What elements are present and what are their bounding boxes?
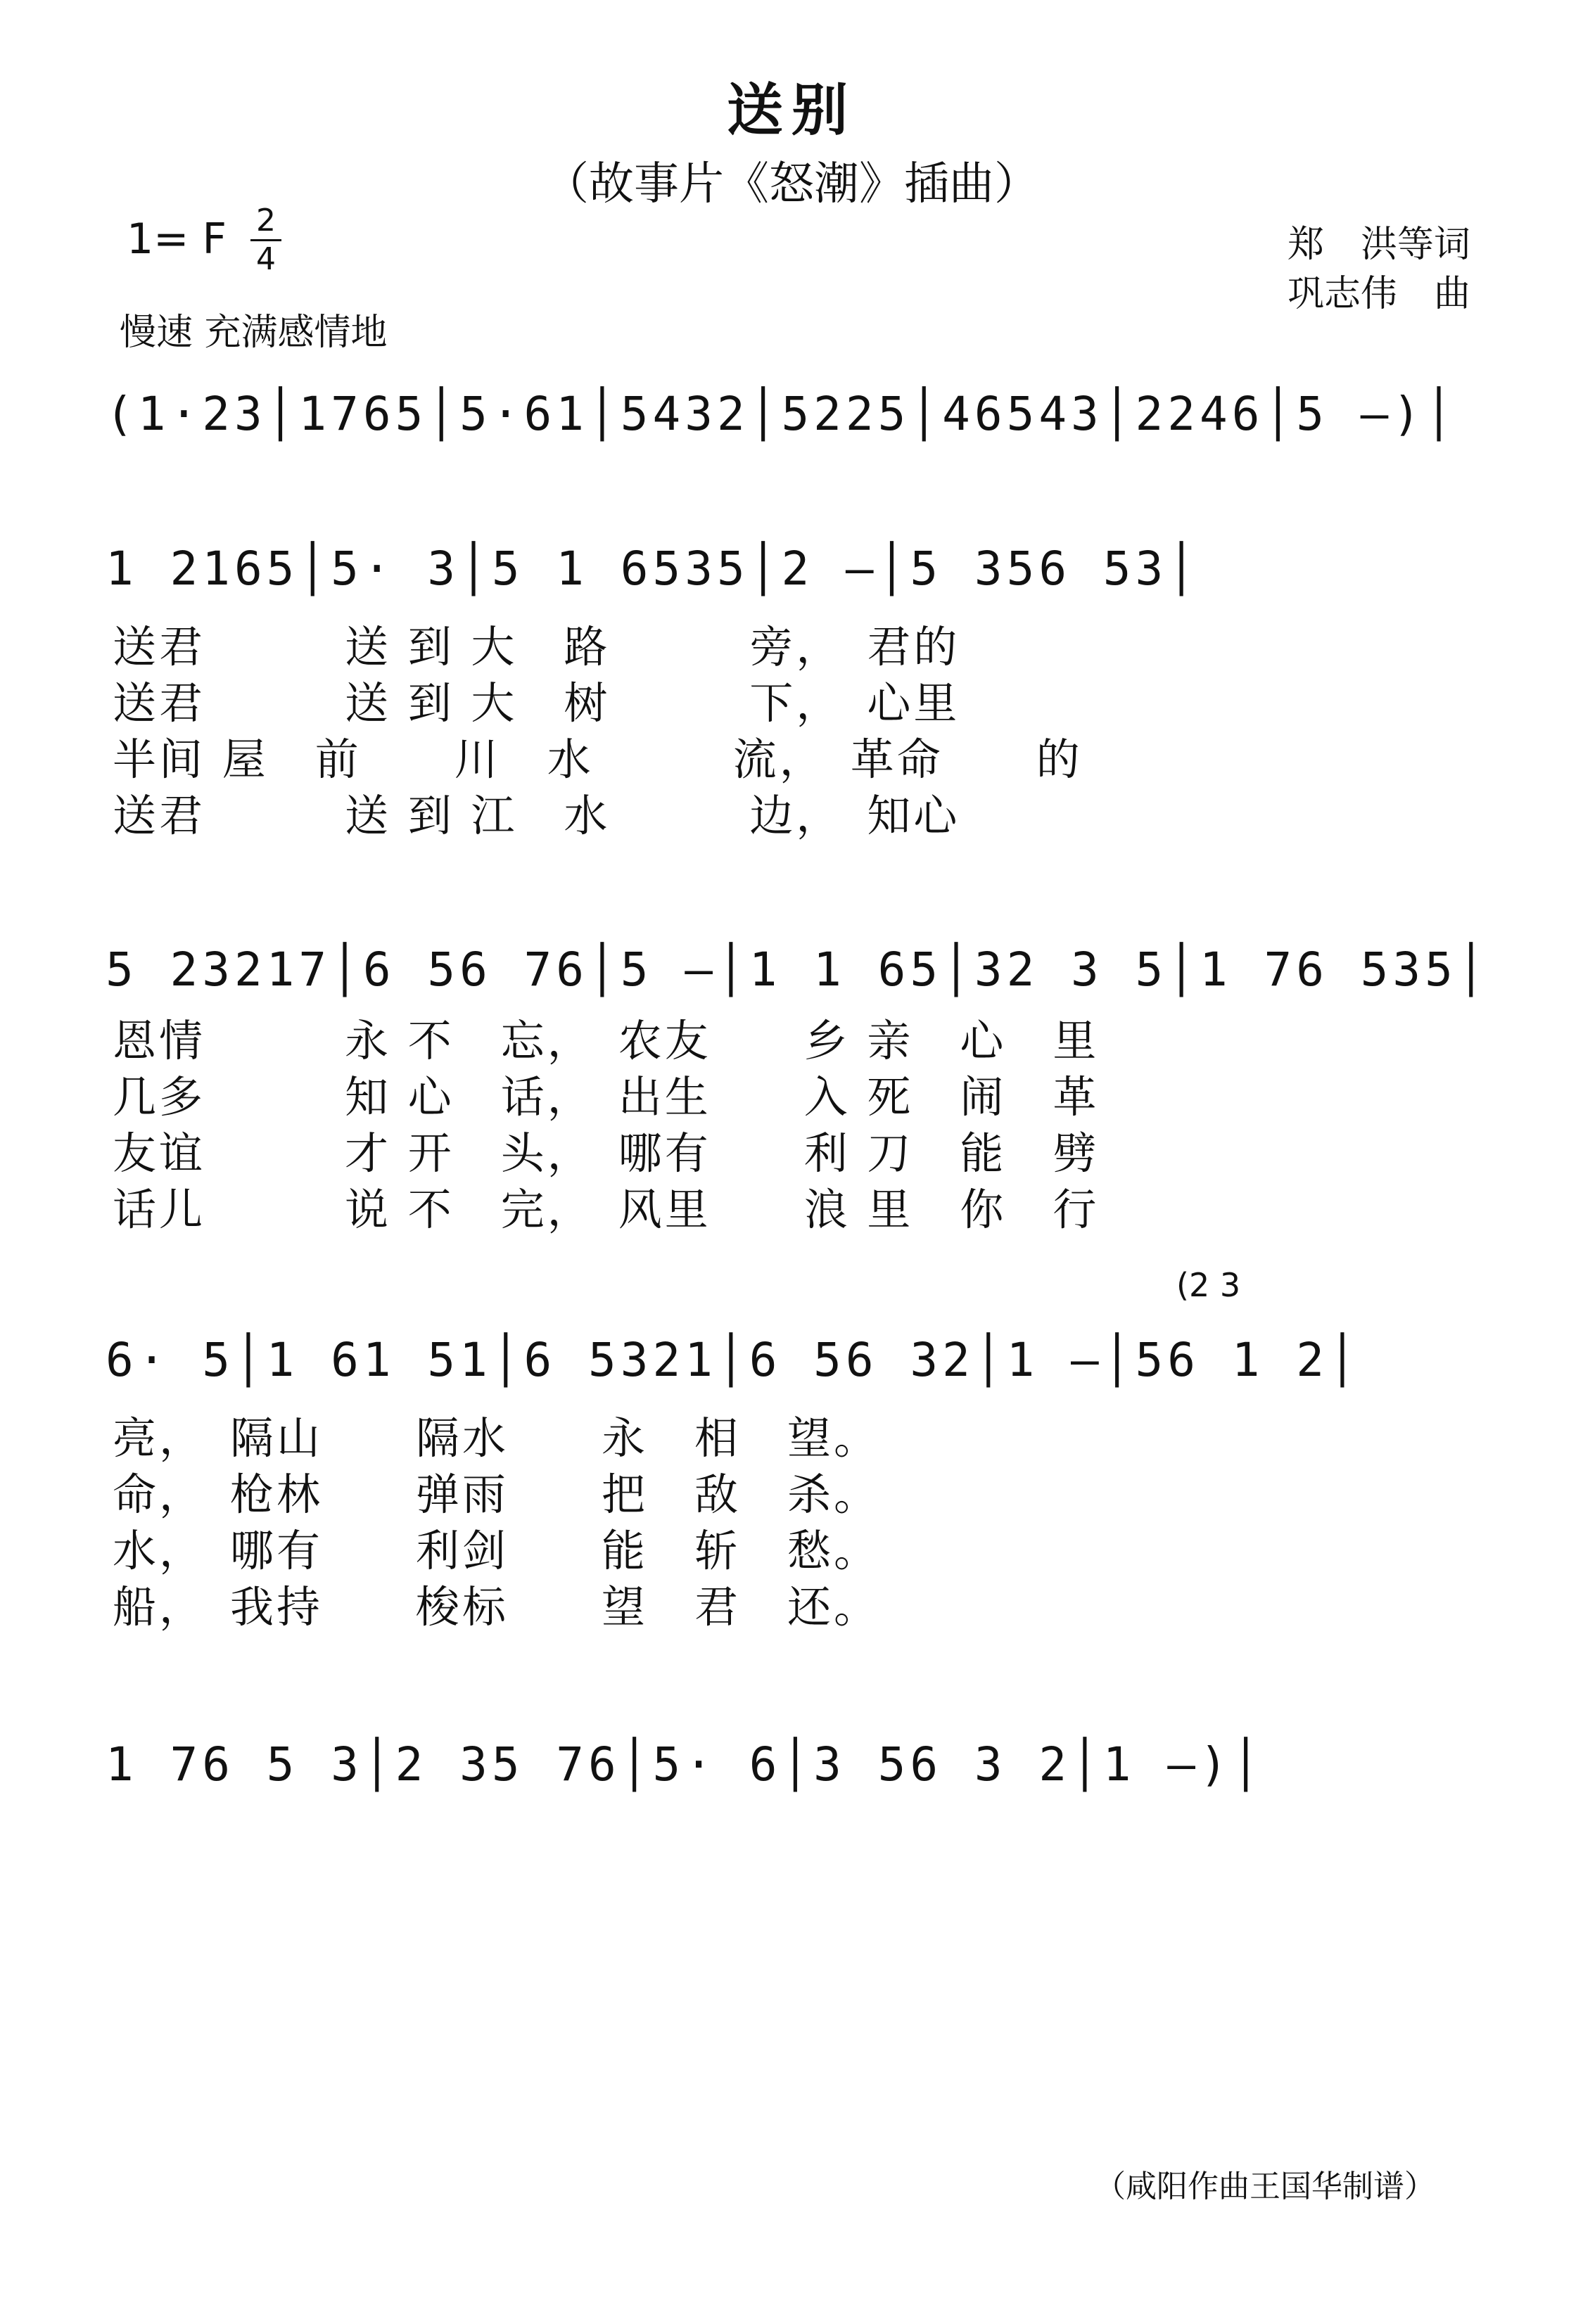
subtitle: （故事片《怒潮》插曲） [544, 158, 1039, 210]
time-signature-top: 2 [256, 203, 276, 238]
lyric-line: 水， 哪有 利剑 能 斩 愁。 [113, 1525, 881, 1576]
song-title: 送别 [727, 77, 856, 143]
lyric-line: 命， 枪林 弹雨 把 敌 杀。 [113, 1469, 881, 1520]
staff-line: 1 76 5 3│2 35 76│5· 6│3 56 3 2│1 –)│ [106, 1737, 1264, 1792]
lyric-line: 友谊 才 开 头， 哪有 利 刀 能 劈 [113, 1128, 1100, 1179]
staff-line: 5 23217│6 56 76│5 –│1 1 65│32 3 5│1 76 535│ [106, 943, 1489, 997]
lyric-line: 送君 送 到 大 树 下， 心里 [113, 677, 960, 729]
staff-line: 1 2165│5· 3│5 1 6535│2 –│5 356 53│ [106, 542, 1200, 596]
lyric-line: 船， 我持 梭标 望 君 还。 [113, 1581, 881, 1633]
lyric-line: 半间 屋 前 川 水 流， 革命 的 [113, 734, 1083, 785]
lyricist-credit: 郑 洪等词 [1287, 224, 1470, 266]
lyric-line: 恩情 永 不 忘， 农友 乡 亲 心 里 [113, 1015, 1100, 1066]
lyric-line: 几多 知 心 话， 出生 入 死 闹 革 [113, 1071, 1100, 1123]
composer-credit: 巩志伟 曲 [1287, 273, 1470, 315]
tempo-marking: 慢速 充满感情地 [120, 312, 388, 354]
footer-credit: （咸阳作曲王国华制谱） [1095, 2169, 1435, 2204]
staff-line: (1·23│1765│5·61│5432│5225│46543│2246│5 –)│ [106, 387, 1457, 441]
lyric-line: 亮， 隔山 隔水 永 相 望。 [113, 1412, 881, 1464]
lyric-line: 送君 送 到 江 水 边， 知心 [113, 790, 960, 841]
time-signature-bottom: 4 [256, 241, 276, 277]
time-signature [250, 204, 281, 276]
key-signature: 1= F [127, 215, 227, 264]
staff-line: 6· 5│1 61 51│6 5321│6 56 32│1 –│56 1 2│ [106, 1333, 1361, 1387]
cue-notes: (2 3 [1176, 1266, 1241, 1304]
lyric-line: 话儿 说 不 完， 风里 浪 里 你 行 [113, 1184, 1100, 1235]
lyric-line: 送君 送 到 大 路 旁， 君的 [113, 621, 960, 672]
